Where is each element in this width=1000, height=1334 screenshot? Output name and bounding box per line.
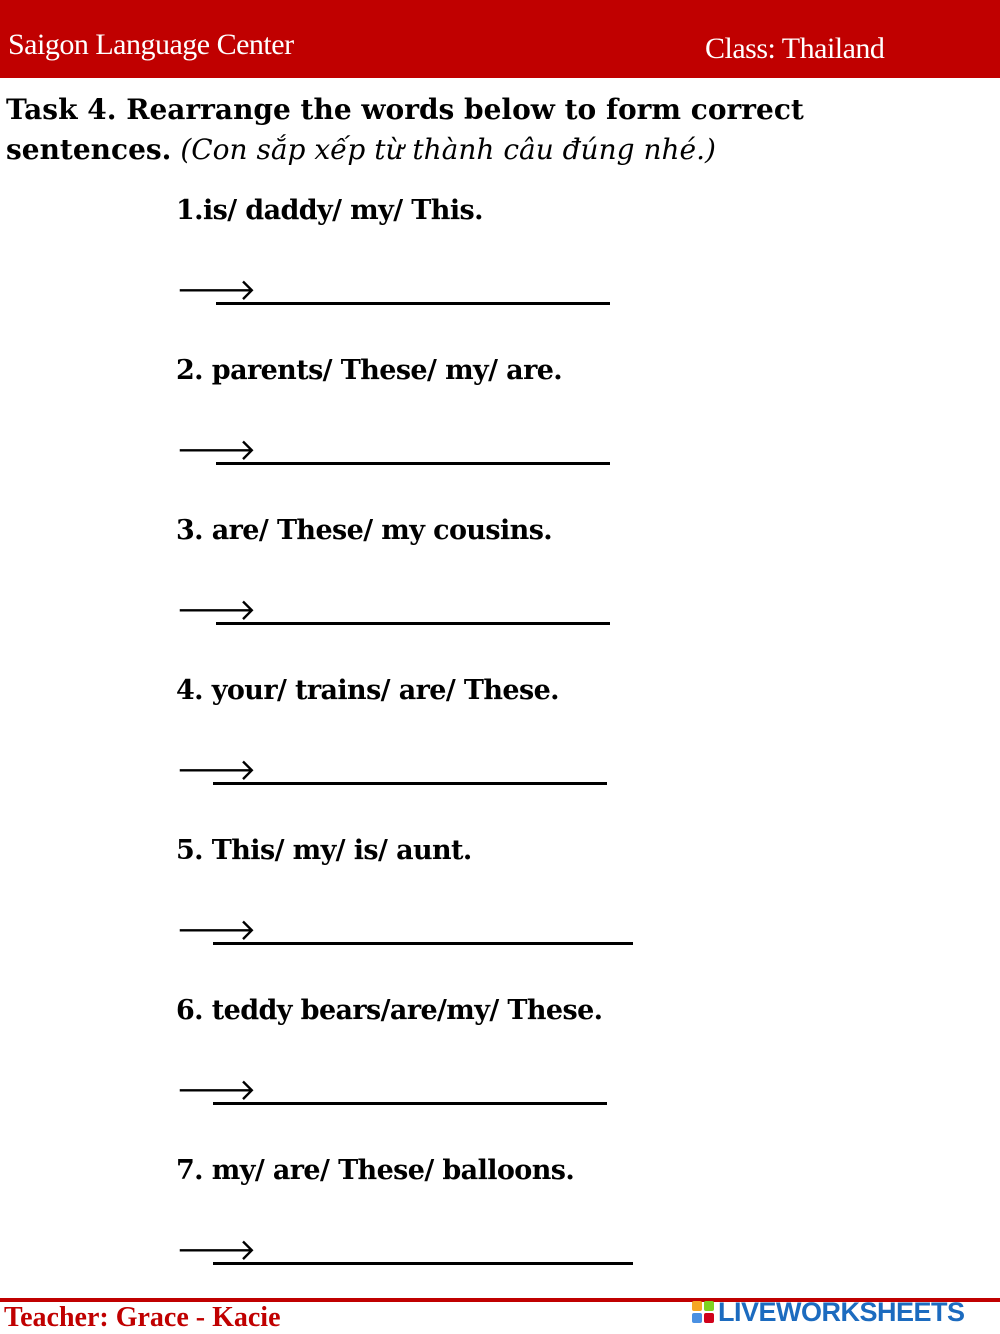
arrow-icon: 🡒 xyxy=(176,913,257,948)
task-heading-line2: sentences. xyxy=(6,133,172,166)
question-6: 6. teddy bears/are/my/ These. xyxy=(176,995,603,1026)
liveworksheets-logo-icon xyxy=(692,1301,714,1323)
answer-blank-7[interactable] xyxy=(213,1262,633,1265)
arrow-icon: 🡒 xyxy=(176,433,257,468)
arrow-icon: 🡒 xyxy=(176,273,257,308)
answer-blank-2[interactable] xyxy=(216,462,610,465)
question-4: 4. your/ trains/ are/ These. xyxy=(176,675,559,706)
task-translation: (Con sắp xếp từ thành câu đúng nhé.) xyxy=(180,133,716,166)
question-5: 5. This/ my/ is/ aunt. xyxy=(176,835,472,866)
header-bar xyxy=(0,0,1000,78)
answer-blank-4[interactable] xyxy=(213,782,607,785)
school-name: Saigon Language Center xyxy=(8,28,294,61)
task-instructions xyxy=(6,90,996,170)
class-label: Class: Thailand xyxy=(705,32,885,65)
question-7: 7. my/ are/ These/ balloons. xyxy=(176,1155,575,1186)
question-3: 3. are/ These/ my cousins. xyxy=(176,515,553,546)
liveworksheets-brand: LIVEWORKSHEETS xyxy=(718,1296,965,1327)
answer-blank-5[interactable] xyxy=(213,942,633,945)
arrow-icon: 🡒 xyxy=(176,593,257,628)
liveworksheets-logo xyxy=(692,1297,965,1327)
question-1: 1.is/ daddy/ my/ This. xyxy=(176,195,483,226)
arrow-icon: 🡒 xyxy=(176,1073,257,1108)
answer-blank-1[interactable] xyxy=(216,302,610,305)
teacher-name: Teacher: Grace - Kacie xyxy=(4,1302,281,1333)
question-2: 2. parents/ These/ my/ are. xyxy=(176,355,563,386)
task-heading-line1: Task 4. Rearrange the words below to form correct xyxy=(6,93,804,126)
arrow-icon: 🡒 xyxy=(176,1233,257,1268)
answer-blank-6[interactable] xyxy=(213,1102,607,1105)
answer-blank-3[interactable] xyxy=(216,622,610,625)
arrow-icon: 🡒 xyxy=(176,753,257,788)
